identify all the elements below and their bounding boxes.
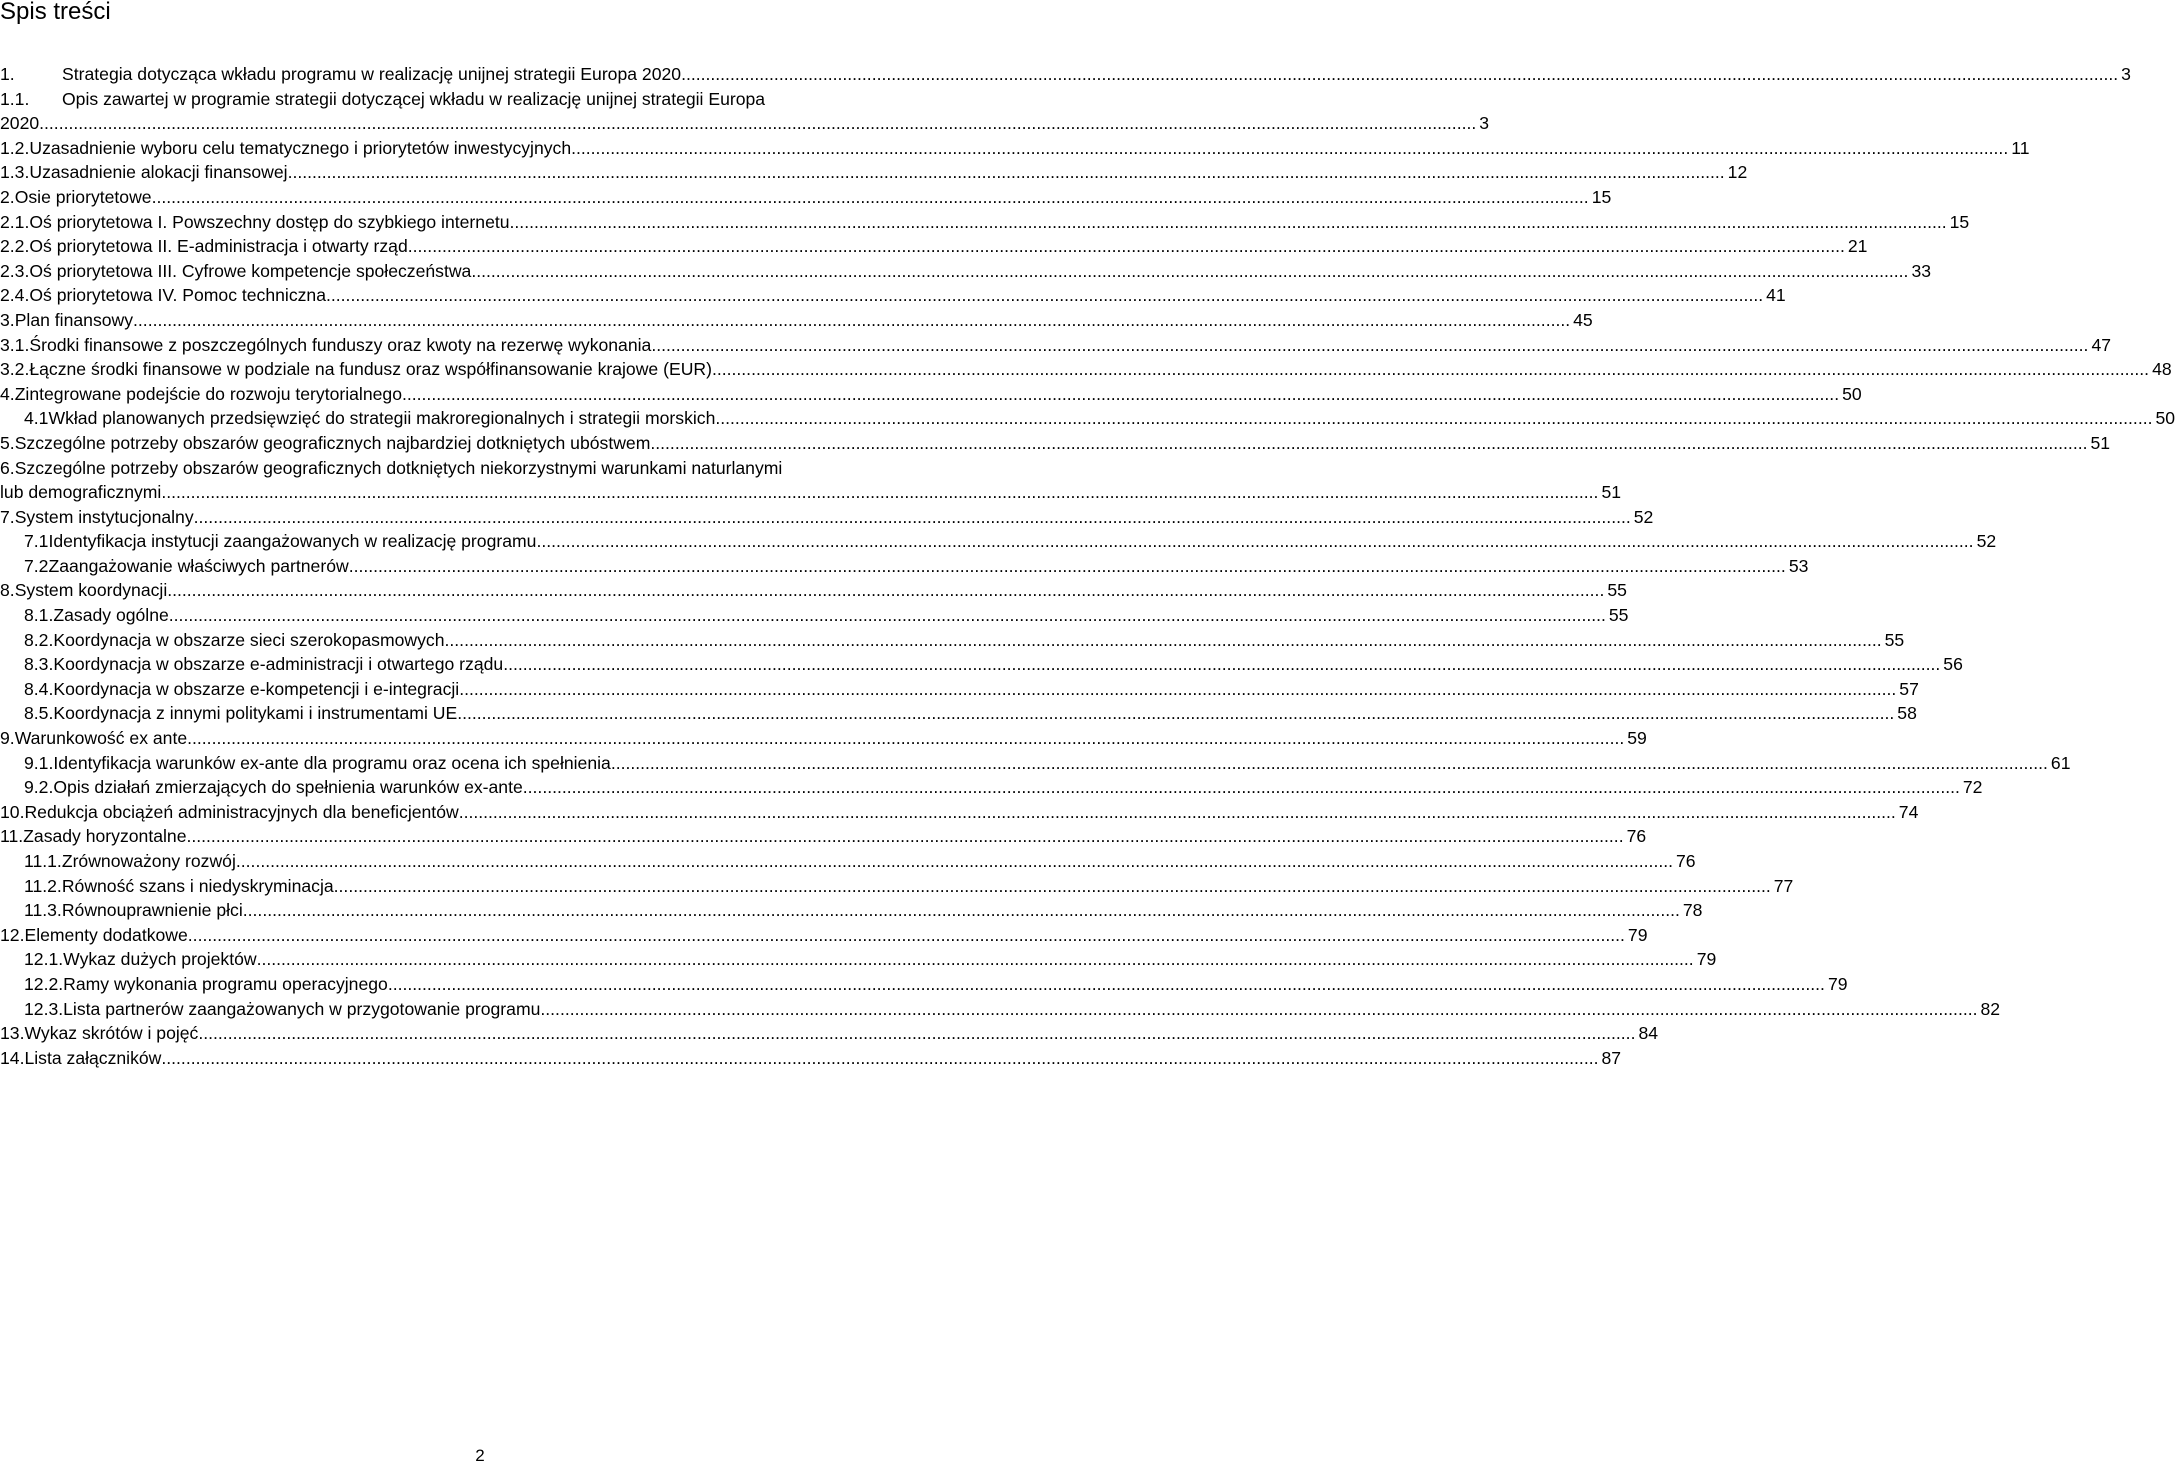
toc-entry-title: Osie priorytetowe — [14, 186, 152, 207]
toc-dot-leader — [650, 431, 2087, 456]
toc-dot-leader — [194, 505, 1631, 530]
toc-dot-leader — [523, 775, 1960, 800]
toc-entry-page: 52 — [1633, 506, 1654, 527]
toc-dot-leader — [445, 628, 1882, 653]
toc-entry-page: 59 — [1627, 728, 1647, 749]
toc-entry-number: 12. — [0, 924, 25, 945]
toc-entry-page: 50 — [1842, 383, 1862, 404]
toc-entry-title: Zintegrowane podejście do rozwoju terytorialnego — [14, 383, 402, 404]
toc-entry-page: 53 — [1788, 555, 1809, 576]
toc-entry[interactable] — [0, 751, 2071, 776]
toc-entry-number: 1. — [0, 64, 15, 84]
toc-entry-number: 3. — [0, 309, 15, 330]
toc-entry[interactable] — [0, 259, 1932, 284]
toc-entry-number: 8. — [0, 580, 15, 601]
toc-entry-page: 55 — [1607, 580, 1627, 601]
toc-dot-leader — [408, 234, 1845, 259]
toc-entry[interactable] — [0, 529, 1997, 554]
toc-entry-number: 11. — [0, 826, 24, 847]
toc-entry-title: Oś priorytetowa III. Cyfrowe kompetencje społeczeństwa — [29, 260, 472, 281]
toc-entry[interactable] — [0, 210, 1970, 235]
toc-entry-page: 55 — [1884, 629, 1905, 650]
toc-entry-page: 77 — [1773, 875, 1794, 896]
toc-entry-title: Lista załączników — [24, 1047, 162, 1068]
toc-dot-leader — [651, 333, 2088, 358]
toc-entry-title: Wkład planowanych przedsięwzięć do strategii makroregionalnych i strategii morskich — [48, 408, 716, 429]
toc-entry-title: Równość szans i niedyskryminacja — [61, 875, 334, 896]
toc-dot-leader — [161, 1046, 1598, 1071]
toc-dot-leader — [503, 652, 1940, 677]
toc-entry-number: 1.2. — [0, 137, 30, 158]
toc-dot-leader — [161, 480, 1598, 505]
toc-entry-title: Strategia dotycząca wkładu programu w realizację unijnej strategii Europa 2020 — [62, 64, 682, 84]
toc-entry[interactable] — [0, 431, 2111, 456]
toc-entry-number: 14. — [0, 1047, 25, 1068]
toc-entry[interactable] — [0, 382, 1862, 407]
toc-entry[interactable] — [0, 1046, 1622, 1071]
toc-entry[interactable] — [0, 603, 1629, 628]
toc-entry-title: Oś priorytetowa II. E-administracja i otwarty rząd — [29, 236, 408, 257]
toc-entry-title: Szczególne potrzeby obszarów geograficznych najbardziej dotkniętych ubóstwem — [14, 432, 651, 453]
toc-dot-leader — [459, 677, 1896, 702]
toc-entry-title: Koordynacja w obszarze sieci szerokopasmowych — [53, 629, 445, 650]
toc-entry-title: Zasady horyzontalne — [23, 826, 187, 847]
toc-entry[interactable] — [0, 308, 1593, 333]
toc-entry-number: 11.2. — [24, 875, 62, 896]
toc-entry-number: 8.3. — [24, 654, 54, 675]
toc-dot-leader — [402, 382, 1839, 407]
toc-entry-page: 72 — [1962, 777, 1983, 798]
toc-entry-page: 3 — [1479, 113, 1490, 134]
toc-entry-number: 8.1. — [24, 605, 54, 626]
toc-dot-leader — [334, 874, 1771, 899]
toc-entry-page: 84 — [1638, 1023, 1659, 1044]
toc-entry-number: 13. — [0, 1023, 25, 1044]
toc-dot-leader — [571, 136, 2008, 161]
toc-entry[interactable] — [0, 406, 2175, 431]
toc-entry-page: 47 — [2091, 334, 2112, 355]
toc-entry-number: 2.1. — [0, 211, 30, 232]
toc-dot-leader — [611, 751, 2048, 776]
toc-entry-title: Uzasadnienie wyboru celu tematycznego i priorytetów inwestycyjnych — [29, 137, 572, 158]
toc-dot-leader — [388, 972, 1825, 997]
toc-entry-title: Wykaz skrótów i pojęć — [24, 1023, 199, 1044]
toc-entry-title: Wykaz dużych projektów — [63, 949, 257, 970]
toc-entry-number: 2. — [0, 186, 15, 207]
page-number: 2 — [475, 1446, 485, 1465]
toc-entry-number: 8.2. — [24, 629, 54, 650]
toc-entry-title: Lista partnerów zaangażowanych w przygotowanie programu — [63, 998, 541, 1019]
toc-entry-title: Szczególne potrzeby obszarów geograficznych dotkniętych niekorzystnymi warunkami naturlanymi — [14, 457, 783, 478]
toc-entry-page: 76 — [1676, 851, 1696, 871]
toc-entry-page: 51 — [2090, 432, 2111, 453]
toc-entry[interactable] — [0, 775, 1983, 800]
toc-entry[interactable] — [0, 972, 1848, 997]
toc-entry-title: Opis działań zmierzających do spełnienia warunków ex-ante — [53, 777, 523, 798]
toc-entry[interactable] — [0, 628, 1905, 653]
toc-entry[interactable] — [0, 578, 1627, 603]
toc-entry-page: 79 — [1696, 949, 1717, 970]
toc-entry-title: Redukcja obciążeń administracyjnych dla beneficjentów — [24, 801, 459, 822]
toc-entry[interactable] — [0, 824, 1647, 849]
toc-entry-number: 9.1. — [24, 752, 54, 773]
toc-entry-page: 56 — [1943, 654, 1963, 675]
toc-dot-leader — [536, 529, 1973, 554]
toc-entry-number: 2.2. — [0, 236, 30, 257]
toc-entry-page: 41 — [1766, 285, 1786, 306]
toc-entry-page: 82 — [1980, 998, 2001, 1019]
toc-dot-leader — [188, 923, 1625, 948]
toc-entry[interactable] — [0, 456, 1622, 505]
toc-entry-number: 5. — [0, 432, 15, 453]
toc-dot-leader — [540, 997, 1977, 1022]
toc-dot-leader — [715, 406, 2152, 431]
toc-entry[interactable] — [0, 136, 2030, 161]
toc-dot-leader — [169, 603, 1606, 628]
toc-dot-leader — [167, 578, 1604, 603]
toc-entry-title-continued: lub demograficznymi — [0, 482, 162, 503]
toc-entry-title: Koordynacja w obszarze e-administracji i otwartego rządu — [53, 654, 504, 675]
toc-entry-page: 74 — [1898, 801, 1919, 822]
toc-entry-page: 76 — [1626, 826, 1647, 847]
toc-dot-leader — [186, 824, 1623, 849]
toc-entry-title: Opis zawartej w programie strategii dotyczącej wkładu w realizację unijnej strategii Europa — [62, 88, 766, 109]
toc-entry-title: Koordynacja w obszarze e-kompetencji i e-integracji — [53, 678, 460, 699]
table-of-contents — [0, 62, 2175, 1070]
toc-entry-page: 51 — [1601, 482, 1622, 503]
toc-entry-page: 15 — [1949, 211, 1970, 232]
toc-entry-title: Zaangażowanie właściwych partnerów — [48, 555, 349, 576]
toc-entry-page: 15 — [1591, 186, 1612, 207]
toc-dot-leader — [712, 357, 2149, 382]
toc-entry-page: 48 — [2152, 359, 2172, 380]
toc-entry-title: Łączne środki finansowe w podziale na fundusz oraz współfinansowanie krajowe (EUR) — [29, 359, 712, 380]
toc-entry-title: Identyfikacja warunków ex-ante dla programu oraz ocena ich spełnienia — [53, 752, 611, 773]
toc-entry-number: 8.5. — [24, 703, 54, 724]
toc-entry[interactable] — [0, 898, 1703, 923]
toc-entry-page: 87 — [1601, 1047, 1622, 1068]
toc-entry[interactable] — [0, 160, 1748, 185]
toc-entry-page: 12 — [1727, 162, 1748, 183]
toc-entry-page: 57 — [1899, 678, 1919, 699]
toc-entry[interactable] — [0, 677, 1919, 702]
page-title: Spis treści — [0, 0, 111, 25]
toc-entry-page: 11 — [2011, 137, 2030, 158]
toc-entry-number: 7. — [0, 506, 15, 527]
toc-entry-number: 7.1 — [24, 531, 49, 552]
toc-entry-number: 1.3. — [0, 162, 30, 183]
toc-entry-number: 4.1 — [24, 408, 49, 429]
toc-entry[interactable] — [0, 874, 1794, 899]
toc-entry-number: 12.2. — [24, 973, 64, 994]
toc-entry[interactable] — [0, 87, 1490, 136]
toc-entry-number: 6. — [0, 457, 15, 478]
toc-dot-leader — [187, 726, 1624, 751]
toc-entry-number: 3.1. — [0, 334, 30, 355]
toc-entry-page: 45 — [1573, 309, 1593, 330]
toc-entry-number: 8.4. — [24, 678, 54, 699]
toc-entry-title: Elementy dodatkowe — [24, 924, 188, 945]
toc-entry-page: 52 — [1976, 531, 1997, 552]
toc-entry-page: 3 — [2121, 64, 2131, 84]
toc-entry[interactable] — [0, 234, 1868, 259]
toc-entry-number: 3.2. — [0, 359, 30, 380]
toc-entry-page: 61 — [2050, 752, 2071, 773]
toc-dot-leader — [681, 62, 2118, 87]
toc-entry-number: 1.1. — [0, 88, 30, 109]
toc-entry[interactable] — [0, 185, 1612, 210]
toc-entry-page: 50 — [2155, 408, 2175, 429]
toc-entry-title: Warunkowość ex ante — [14, 728, 188, 749]
toc-entry[interactable] — [0, 923, 1648, 948]
toc-dot-leader — [152, 185, 1589, 210]
toc-entry[interactable] — [0, 997, 2001, 1022]
toc-entry-number: 11.1. — [24, 851, 62, 871]
toc-entry[interactable] — [0, 283, 1786, 308]
toc-entry[interactable] — [0, 505, 1654, 530]
toc-dot-leader — [457, 701, 1894, 726]
toc-entry[interactable] — [0, 800, 1919, 825]
toc-dot-leader — [198, 1021, 1635, 1046]
toc-entry-number: 12.3. — [24, 998, 64, 1019]
toc-entry-number: 9. — [0, 728, 15, 749]
toc-entry-page: 78 — [1682, 900, 1703, 921]
toc-entry[interactable] — [0, 726, 1647, 751]
toc-entry-title: Równouprawnienie płci — [61, 900, 243, 921]
toc-entry-page: 79 — [1827, 973, 1848, 994]
toc-entry[interactable] — [0, 62, 2131, 87]
toc-dot-leader — [459, 800, 1896, 825]
toc-dot-leader — [243, 898, 1680, 923]
toc-entry-page: 33 — [1911, 260, 1932, 281]
toc-entry-title: Zrównoważony rozwój — [61, 851, 236, 871]
toc-entry[interactable] — [0, 357, 2172, 382]
toc-entry-page: 58 — [1897, 703, 1917, 724]
toc-entry-number: 10. — [0, 801, 25, 822]
toc-entry-number: 9.2. — [24, 777, 54, 798]
toc-dot-leader — [133, 308, 1570, 333]
toc-entry-title: Oś priorytetowa I. Powszechny dostęp do szybkiego internetu — [29, 211, 510, 232]
toc-entry-title: System koordynacji — [14, 580, 168, 601]
toc-entry-title: Koordynacja z innymi politykami i instrumentami UE — [53, 703, 458, 724]
toc-entry-number: 11.3. — [24, 900, 62, 921]
toc-entry-title: Identyfikacja instytucji zaangażowanych w realizację programu — [48, 531, 537, 552]
toc-entry-title: System instytucjonalny — [14, 506, 194, 527]
toc-entry-title: Plan finansowy — [14, 309, 134, 330]
toc-entry-page: 55 — [1608, 605, 1629, 626]
toc-dot-leader — [471, 259, 1908, 284]
toc-entry-number: 7.2 — [24, 555, 49, 576]
toc-entry-number: 4. — [0, 383, 15, 404]
toc-entry[interactable] — [0, 947, 1717, 972]
toc-dot-leader — [326, 283, 1763, 308]
toc-entry[interactable] — [0, 849, 1696, 874]
toc-entry-number: 2.3. — [0, 260, 30, 281]
toc-entry-page: 21 — [1847, 236, 1868, 257]
toc-entry[interactable] — [0, 333, 2112, 358]
toc-dot-leader — [39, 111, 1476, 136]
toc-entry-title: Oś priorytetowa IV. Pomoc techniczna — [29, 285, 326, 306]
toc-entry[interactable] — [0, 701, 1917, 726]
toc-entry[interactable] — [0, 1021, 1659, 1046]
toc-dot-leader — [349, 554, 1786, 579]
toc-dot-leader — [236, 849, 1673, 874]
toc-dot-leader — [510, 210, 1947, 235]
toc-entry-title-continued: 2020 — [0, 113, 40, 134]
toc-entry-title: Zasady ogólne — [53, 605, 169, 626]
toc-entry-page: 79 — [1627, 924, 1648, 945]
toc-entry-number: 2.4. — [0, 285, 30, 306]
toc-entry-title: Środki finansowe z poszczególnych funduszy oraz kwoty na rezerwę wykonania — [29, 334, 652, 355]
toc-entry[interactable] — [0, 554, 1809, 579]
toc-entry-title: Uzasadnienie alokacji finansowej — [29, 162, 288, 183]
toc-dot-leader — [288, 160, 1725, 185]
toc-entry[interactable] — [0, 652, 1963, 677]
toc-entry-number: 12.1. — [24, 949, 64, 970]
toc-entry-title: Ramy wykonania programu operacyjnego — [63, 973, 388, 994]
toc-dot-leader — [257, 947, 1694, 972]
